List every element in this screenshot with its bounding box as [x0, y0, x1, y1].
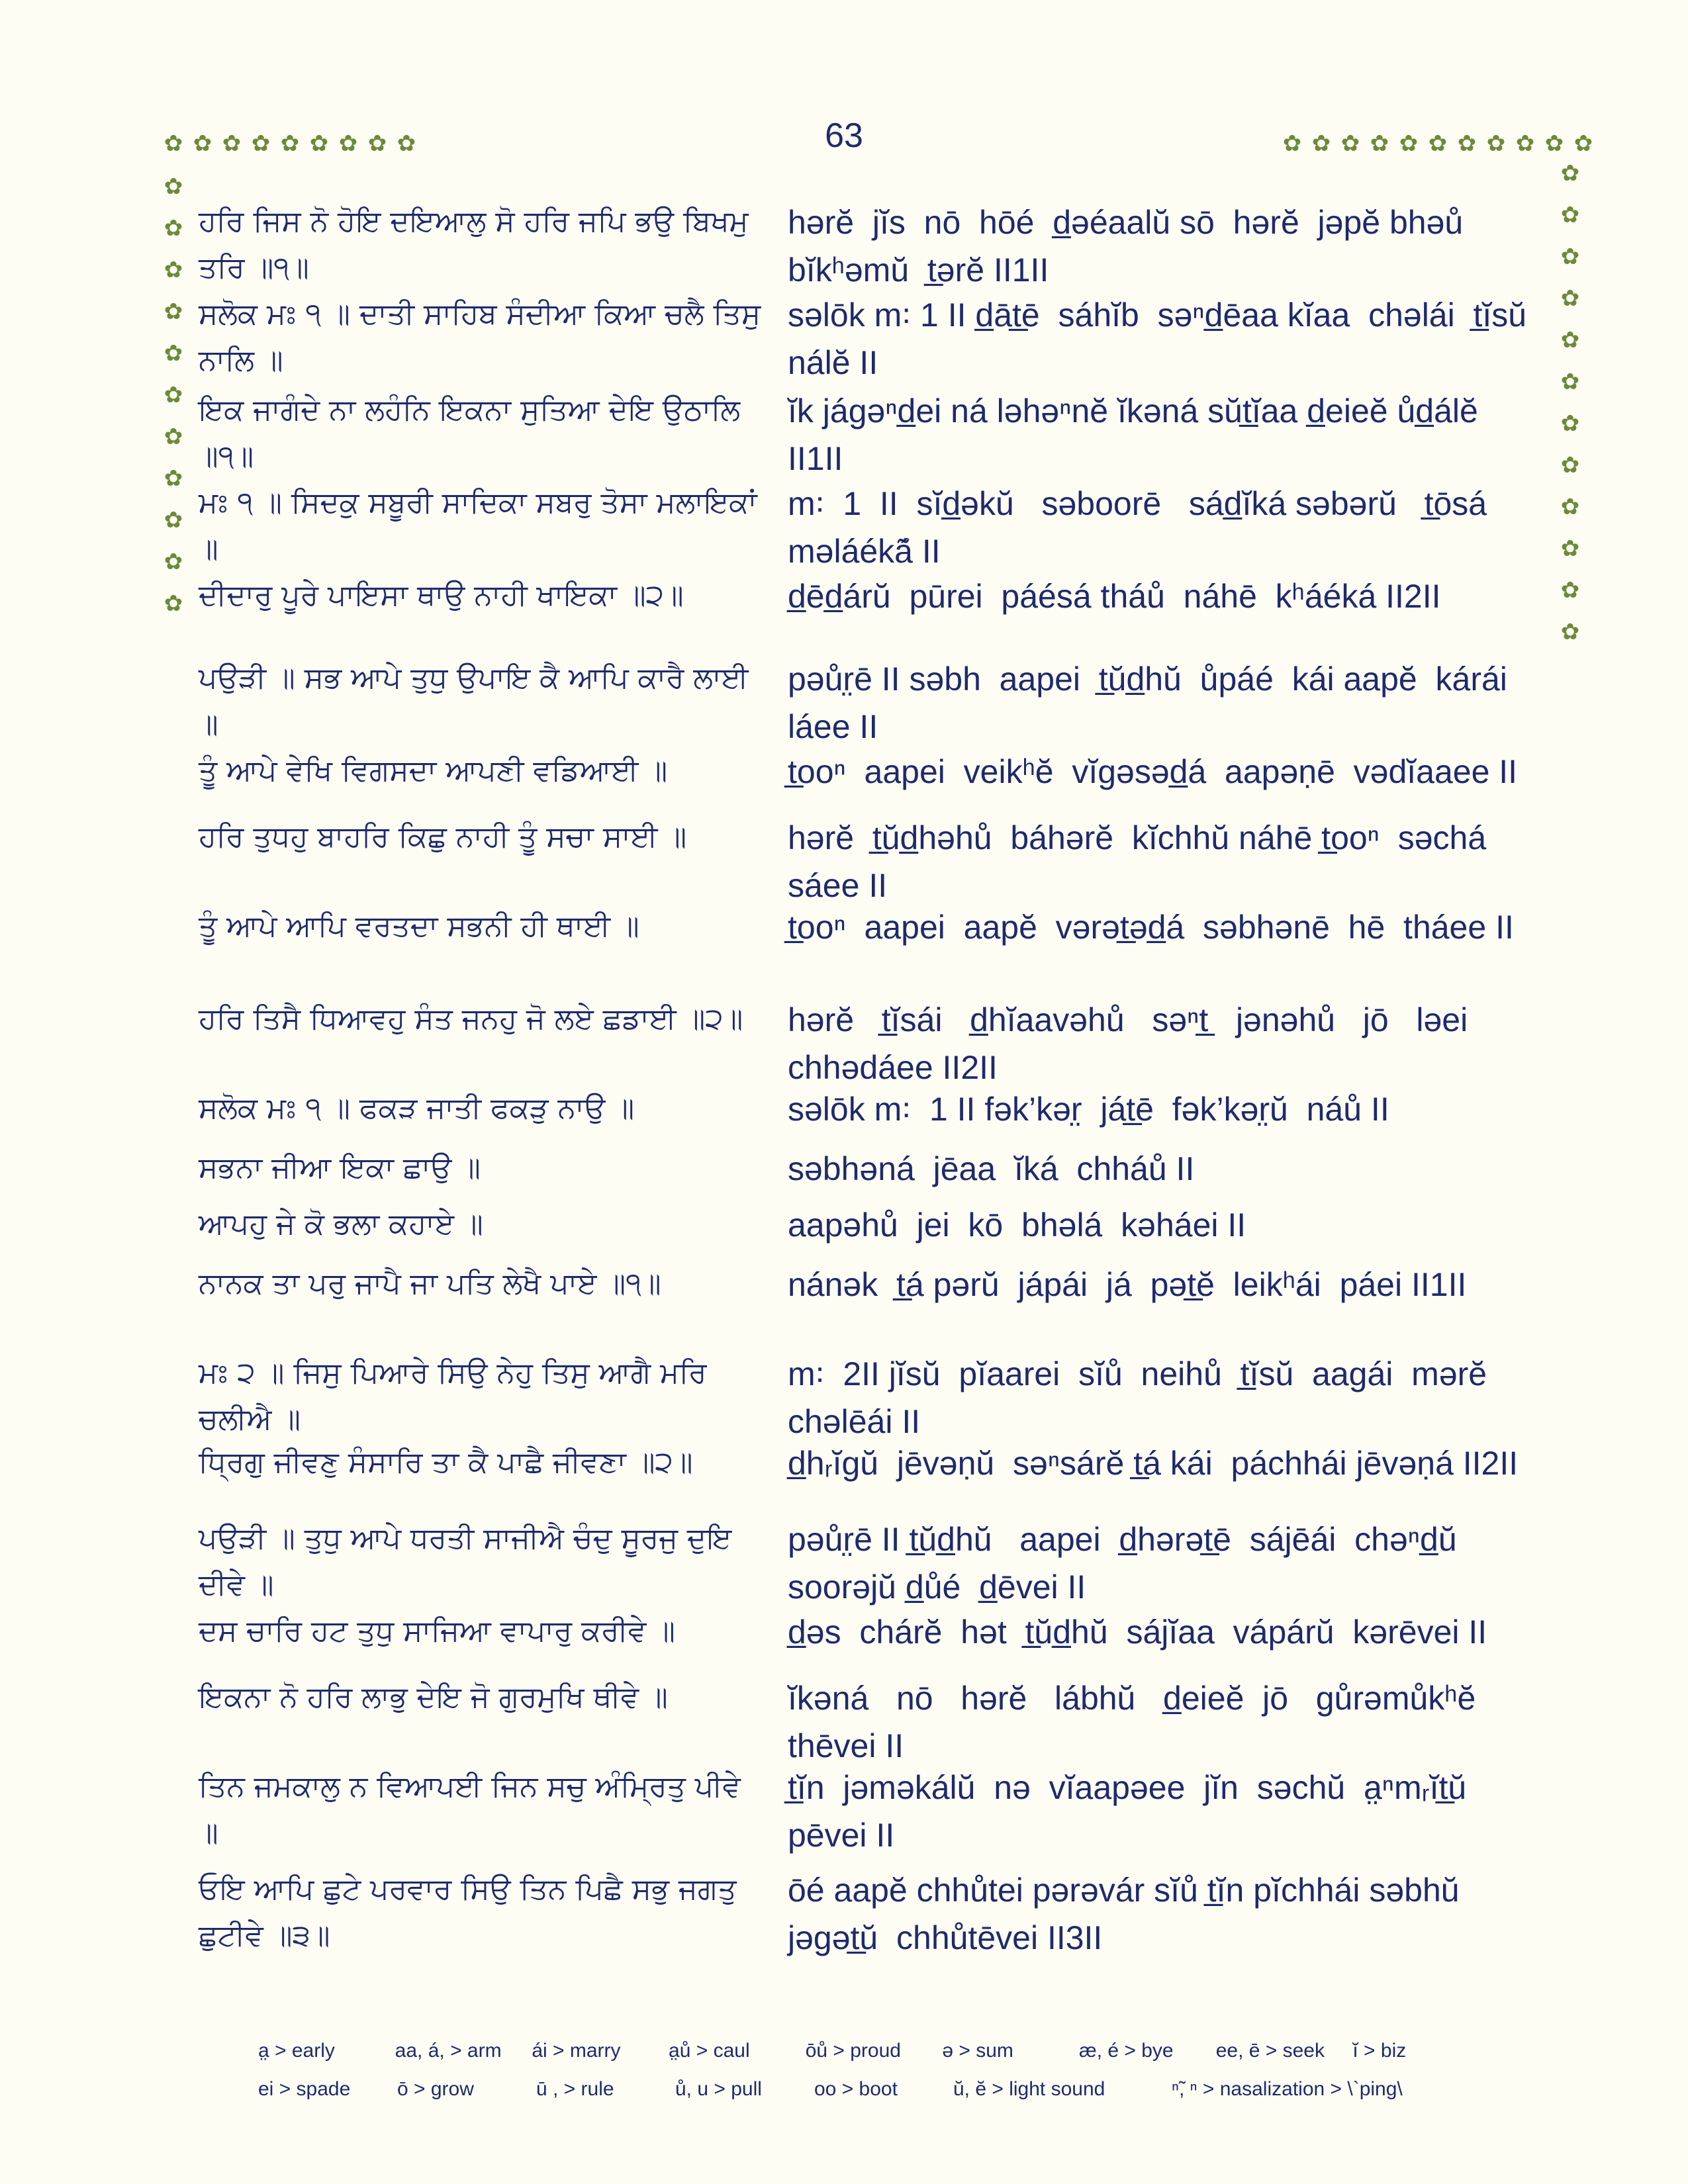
verse-row — [199, 291, 1536, 387]
legend-item: ŭ, ĕ > light sound — [953, 2078, 1105, 2100]
legend-item: ə > sum — [942, 2040, 1013, 2062]
pronunciation-legend — [258, 2032, 1489, 2109]
transliteration-text: m꞉ 1 II sĭd̲əkŭ səboorē sád̲ĭká səbərŭ t̲ōsá məláéká̃ II — [788, 485, 1497, 570]
flower-ornament-icon: ✿ — [1560, 202, 1580, 228]
transliteration-text: ĭk jágəⁿd̲ei ná ləhəⁿnĕ ĭkəná sŭt̲ĭaa d̲eieĕ ůd̲álĕ II1II — [788, 392, 1487, 477]
gurmukhi-text: ਇਕਨਾ ਨੋ ਹਰਿ ਲਾਭੁ ਦੇਇ ਜੋ ਗੁਰਮੁਖਿ ਥੀਵੇ ॥ — [199, 1680, 668, 1714]
gurmukhi-text: ਸਲੋਕ ਮਃ ੧ ॥ ਦਾਤੀ ਸਾਹਿਬ ਸੰਦੀਆ ਕਿਆ ਚਲੈ ਤਿਸੁ ਨਾਲਿ ॥ — [199, 297, 771, 377]
verse-row — [199, 1085, 1536, 1133]
verse-row — [199, 748, 1536, 796]
transliteration-text: t̲ooⁿ aapei aapĕ vərət̲əd̲á səbhənē hē tháee II — [788, 909, 1514, 946]
verse-row — [199, 1764, 1536, 1859]
legend-item: ái > marry — [532, 2040, 621, 2062]
transliteration-text: d̲hᵣĭgŭ jēvəṇŭ səⁿsárĕ t̲á kái páchhái jēvəṇá II2II — [788, 1445, 1519, 1482]
verse-row — [199, 1674, 1536, 1770]
flower-ornament-icon: ✿ — [309, 130, 329, 157]
gurmukhi-text: ਹਰਿ ਤੁਧਹੁ ਬਾਹਰਿ ਕਿਛੁ ਨਾਹੀ ਤੂੰ ਸਚਾ ਸਾਈ ॥ — [199, 820, 687, 854]
gurmukhi-text: ਤੂੰ ਆਪੇ ਆਪਿ ਵਰਤਦਾ ਸਭਨੀ ਹੀ ਥਾਈ ॥ — [199, 909, 639, 943]
verse-row — [199, 1439, 1536, 1487]
flower-ornament-icon: ✿ — [1340, 130, 1360, 157]
legend-item: æ, é > bye — [1079, 2040, 1174, 2062]
legend-item: ei > spade — [258, 2078, 351, 2100]
gurmukhi-text: ਦਸ ਚਾਰਿ ਹਟ ਤੁਧੁ ਸਾਜਿਆ ਵਾਪਾਰੁ ਕਰੀਵੇ ॥ — [199, 1614, 675, 1648]
flower-ornament-icon: ✿ — [1560, 160, 1580, 187]
transliteration-text: aapəhů jei kō bhəlá kəháei II — [788, 1206, 1246, 1244]
flower-ornament-icon: ✿ — [1560, 369, 1580, 395]
verse-row — [199, 1201, 1536, 1249]
verse-row — [199, 572, 1536, 620]
gurmukhi-text: ਓਇ ਆਪਿ ਛੁਟੇ ਪਰਵਾਰ ਸਿਉ ਤਿਨ ਪਿਛੈ ਸਭੁ ਜਗਤੁ ਛੁਟੀਵੇ ॥੩॥ — [199, 1872, 746, 1952]
gurmukhi-text: ਧ੍ਰਿਗੁ ਜੀਵਣੁ ਸੰਸਾਰਿ ਤਾ ਕੈ ਪਾਛੈ ਜੀਵਣਾ ॥੨॥ — [199, 1445, 693, 1479]
transliteration-text: pəůr̤ē II t̲ŭd̲hŭ aapei d̲hərət̲ē sájēái chəⁿd̲ŭ soorəjŭ d̲ůé d̲ēvei II — [788, 1521, 1466, 1606]
gurmukhi-text: ਮਃ ੨ ॥ ਜਿਸੁ ਪਿਆਰੇ ਸਿਉ ਨੇਹੁ ਤਿਸੁ ਆਗੈ ਮਰਿ ਚਲੀਐ ॥ — [199, 1356, 716, 1436]
legend-item: a̤ů > caul — [669, 2040, 750, 2062]
verse-row — [199, 387, 1536, 482]
flower-ornament-icon: ✿ — [1560, 410, 1580, 437]
gurmukhi-text: ਦੀਦਾਰੁ ਪੂਰੇ ਪਾਇਸਾ ਥਾਉ ਨਾਹੀ ਖਾਇਕਾ ॥੨॥ — [199, 578, 684, 612]
transliteration-text: d̲əs chárĕ hət t̲ŭd̲hŭ sájĭaa vápárŭ kərēvei II — [788, 1614, 1487, 1651]
legend-row-2 — [258, 2070, 1489, 2109]
flower-ornament-icon: ✿ — [164, 298, 183, 325]
transliteration-text: hərĕ t̲ŭd̲həhů báhərĕ kĭchhŭ náhē t̲ooⁿ səchá sáee II — [788, 819, 1496, 904]
legend-item: a̤ > early — [258, 2040, 335, 2062]
flower-ornament-icon: ✿ — [164, 424, 183, 450]
flower-ornament-icon: ✿ — [1457, 130, 1477, 157]
gurmukhi-text: ਪਉੜੀ ॥ ਤੁਧੁ ਆਪੇ ਧਰਤੀ ਸਾਜੀਐ ਚੰਦੁ ਸੂਰਜੁ ਦੁਇ ਦੀਵੇ ॥ — [199, 1522, 741, 1602]
legend-item: ĭ > biz — [1352, 2040, 1407, 2062]
flower-ornament-icon: ✿ — [1515, 130, 1535, 157]
verse-row — [199, 1608, 1536, 1656]
flower-ornament-icon: ✿ — [1560, 494, 1580, 520]
flower-ornament-icon: ✿ — [1311, 130, 1331, 157]
legend-item: ōů > proud — [805, 2040, 901, 2062]
flower-ornament-icon: ✿ — [280, 130, 300, 157]
flower-ornament-icon: ✿ — [1560, 452, 1580, 478]
legend-item: ee, ē > seek — [1215, 2040, 1325, 2062]
gurmukhi-text: ਆਪਹੁ ਜੇ ਕੋ ਭਲਾ ਕਹਾਏ ॥ — [199, 1207, 483, 1241]
flower-ornament-icon: ✿ — [164, 215, 183, 242]
flower-ornament-icon: ✿ — [164, 465, 183, 492]
legend-item: ⁿ̃, ⁿ > nasalization > \`ping\ — [1172, 2078, 1403, 2100]
gurmukhi-text: ਸਲੋਕ ਮਃ ੧ ॥ ਫਕੜ ਜਾਤੀ ਫਕੜੁ ਨਾਉ ॥ — [199, 1091, 635, 1125]
flower-ornament-icon: ✿ — [1399, 130, 1419, 157]
gurmukhi-text: ਮਃ ੧ ॥ ਸਿਦਕੁ ਸਬੂਰੀ ਸਾਦਿਕਾ ਸਬਰੁ ਤੋਸਾ ਮਲਾਇਕਾਂ ॥ — [199, 486, 767, 566]
verse-row — [199, 199, 1536, 294]
transliteration-text: t̲ĭn jəməkálŭ nə vĭaapəee jĭn səchŭ a̤ⁿmᵣĭt̲ŭ pēvei II — [788, 1769, 1476, 1854]
transliteration-text: d̲ēd̲árŭ pūrei páésá tháů náhē kʰáéká II2II — [788, 578, 1441, 615]
legend-item: ō > grow — [397, 2078, 474, 2100]
flower-ornament-icon: ✿ — [251, 130, 271, 157]
transliteration-text: səbhəná jēaa ĭká chháů II — [788, 1150, 1195, 1187]
verse-row — [199, 1866, 1536, 1962]
gurmukhi-text: ਤੂੰ ਆਪੇ ਵੇਖਿ ਵਿਗਸਦਾ ਆਪਣੀ ਵਡਿਆਈ ॥ — [199, 754, 668, 788]
flower-ornament-icon: ✿ — [367, 130, 387, 157]
flower-ornament-icon: ✿ — [164, 340, 183, 367]
transliteration-text: ĭkəná nō hərĕ lábhŭ d̲eieĕ jō gůrəmůkʰĕ thēvei II — [788, 1680, 1485, 1764]
verse-row — [199, 1516, 1536, 1611]
legend-item: oo > boot — [814, 2078, 898, 2100]
legend-item: ů, u > pull — [675, 2078, 762, 2100]
page-number: 63 — [825, 116, 863, 155]
transliteration-text: hərĕ jĭs nō hōé d̲əéaalŭ sō hərĕ jəpĕ bhəů bĭkʰəmŭ t̲ərĕ II1II — [788, 204, 1473, 289]
flower-ornament-icon: ✿ — [1486, 130, 1506, 157]
flower-ornament-icon: ✿ — [1560, 285, 1580, 312]
transliteration-text: nánək t̲á pərŭ jápái já pət̲ĕ leikʰái páei II1II — [788, 1266, 1467, 1303]
flower-ornament-icon: ✿ — [1560, 619, 1580, 645]
transliteration-text: pəůr̤ē II səbh aapei t̲ŭd̲hŭ ůpáé kái aapĕ kárái láee II — [788, 660, 1517, 745]
verse-row — [199, 903, 1536, 951]
flower-ornament-icon: ✿ — [1560, 244, 1580, 270]
flower-ornament-icon: ✿ — [193, 130, 212, 157]
verse-row — [199, 996, 1536, 1091]
flower-ornament-icon: ✿ — [1573, 130, 1593, 157]
flower-ornament-icon: ✿ — [164, 507, 183, 533]
verse-row — [199, 1350, 1536, 1445]
transliteration-text: hərĕ t̲ĭsái d̲hĭaavəhů səⁿt̲ jənəhů jō ləei chhədáee II2II — [788, 1001, 1477, 1086]
verse-row — [199, 1261, 1536, 1308]
gurmukhi-text: ਸਭਨਾ ਜੀਆ ਇਕਾ ਛਾਉ ॥ — [199, 1151, 481, 1185]
flower-ornament-icon: ✿ — [164, 590, 183, 617]
legend-row-1 — [258, 2032, 1489, 2070]
flower-ornament-icon: ✿ — [1370, 130, 1389, 157]
verse-row — [199, 655, 1536, 751]
flower-ornament-icon: ✿ — [222, 130, 242, 157]
gurmukhi-text: ਤਿਨ ਜਮਕਾਲੁ ਨ ਵਿਆਪਈ ਜਿਨ ਸਚੁ ਅੰਮ੍ਰਿਤੁ ਪੀਵੇ ॥ — [199, 1770, 750, 1850]
verse-row — [199, 1145, 1536, 1193]
verse-row — [199, 814, 1536, 909]
flower-ornament-icon: ✿ — [1560, 535, 1580, 562]
gurmukhi-text: ਨਾਨਕ ਤਾ ਪਰੁ ਜਾਪੈ ਜਾ ਪਤਿ ਲੇਖੈ ਪਾਏ ॥੧॥ — [199, 1267, 661, 1300]
legend-item: ū , > rule — [536, 2078, 614, 2100]
transliteration-text: t̲ooⁿ aapei veikʰĕ vĭgəsəd̲á aapəṇē vədĭaaee II — [788, 753, 1518, 790]
flower-ornament-icon: ✿ — [338, 130, 358, 157]
gurmukhi-text: ਇਕ ਜਾਗੰਦੇ ਨਾ ਲਹੰਨਿ ਇਕਨਾ ਸੁਤਿਆ ਦੇਇ ਉਠਾਲਿ ॥੧॥ — [199, 393, 750, 473]
flower-ornament-icon: ✿ — [164, 257, 183, 283]
flower-ornament-icon: ✿ — [1560, 577, 1580, 604]
transliteration-text: m꞉ 2II jĭsŭ pĭaarei sĭů neihů t̲ĭsŭ aagái mərĕ chəlēái II — [788, 1355, 1496, 1440]
flower-ornament-icon: ✿ — [164, 173, 183, 200]
legend-item: aa, á, > arm — [395, 2040, 502, 2062]
transliteration-text: səlōk m꞉ 1 II fək’kər̤ ját̲ē fək’kər̤ŭ náů II — [788, 1091, 1389, 1128]
flower-ornament-icon: ✿ — [1282, 130, 1302, 157]
flower-ornament-icon: ✿ — [1428, 130, 1448, 157]
transliteration-text: səlōk m꞉ 1 II d̲āt̲ē sáhĭb səⁿd̲ēaa kĭaa chəlái t̲ĭsŭ nálĕ II — [788, 296, 1536, 381]
transliteration-text: ōé aapĕ chhůtei pərəvár sĭů t̲ĭn pĭchhái səbhŭ jəgət̲ŭ chhůtēvei II3II — [788, 1872, 1469, 1956]
flower-ornament-icon: ✿ — [164, 130, 183, 157]
gurmukhi-text: ਹਰਿ ਜਿਸ ਨੋ ਹੋਇ ਦਇਆਲੁ ਸੋ ਹਰਿ ਜਪਿ ਭਉ ਬਿਖਮੁ ਤਰਿ ॥੧॥ — [199, 205, 758, 285]
flower-ornament-icon: ✿ — [164, 382, 183, 408]
flower-ornament-icon: ✿ — [397, 130, 416, 157]
flower-ornament-icon: ✿ — [164, 549, 183, 575]
flower-ornament-icon: ✿ — [1560, 327, 1580, 353]
verse-row — [199, 480, 1536, 575]
gurmukhi-text: ਹਰਿ ਤਿਸੈ ਧਿਆਵਹੁ ਸੰਤ ਜਨਹੁ ਜੋ ਲਏ ਛਡਾਈ ॥੨॥ — [199, 1002, 743, 1036]
flower-ornament-icon: ✿ — [1544, 130, 1564, 157]
gurmukhi-text: ਪਉੜੀ ॥ ਸਭ ਆਪੇ ਤੁਧੁ ਉਪਾਇ ਕੈ ਆਪਿ ਕਾਰੈ ਲਾਈ ॥ — [199, 661, 758, 741]
